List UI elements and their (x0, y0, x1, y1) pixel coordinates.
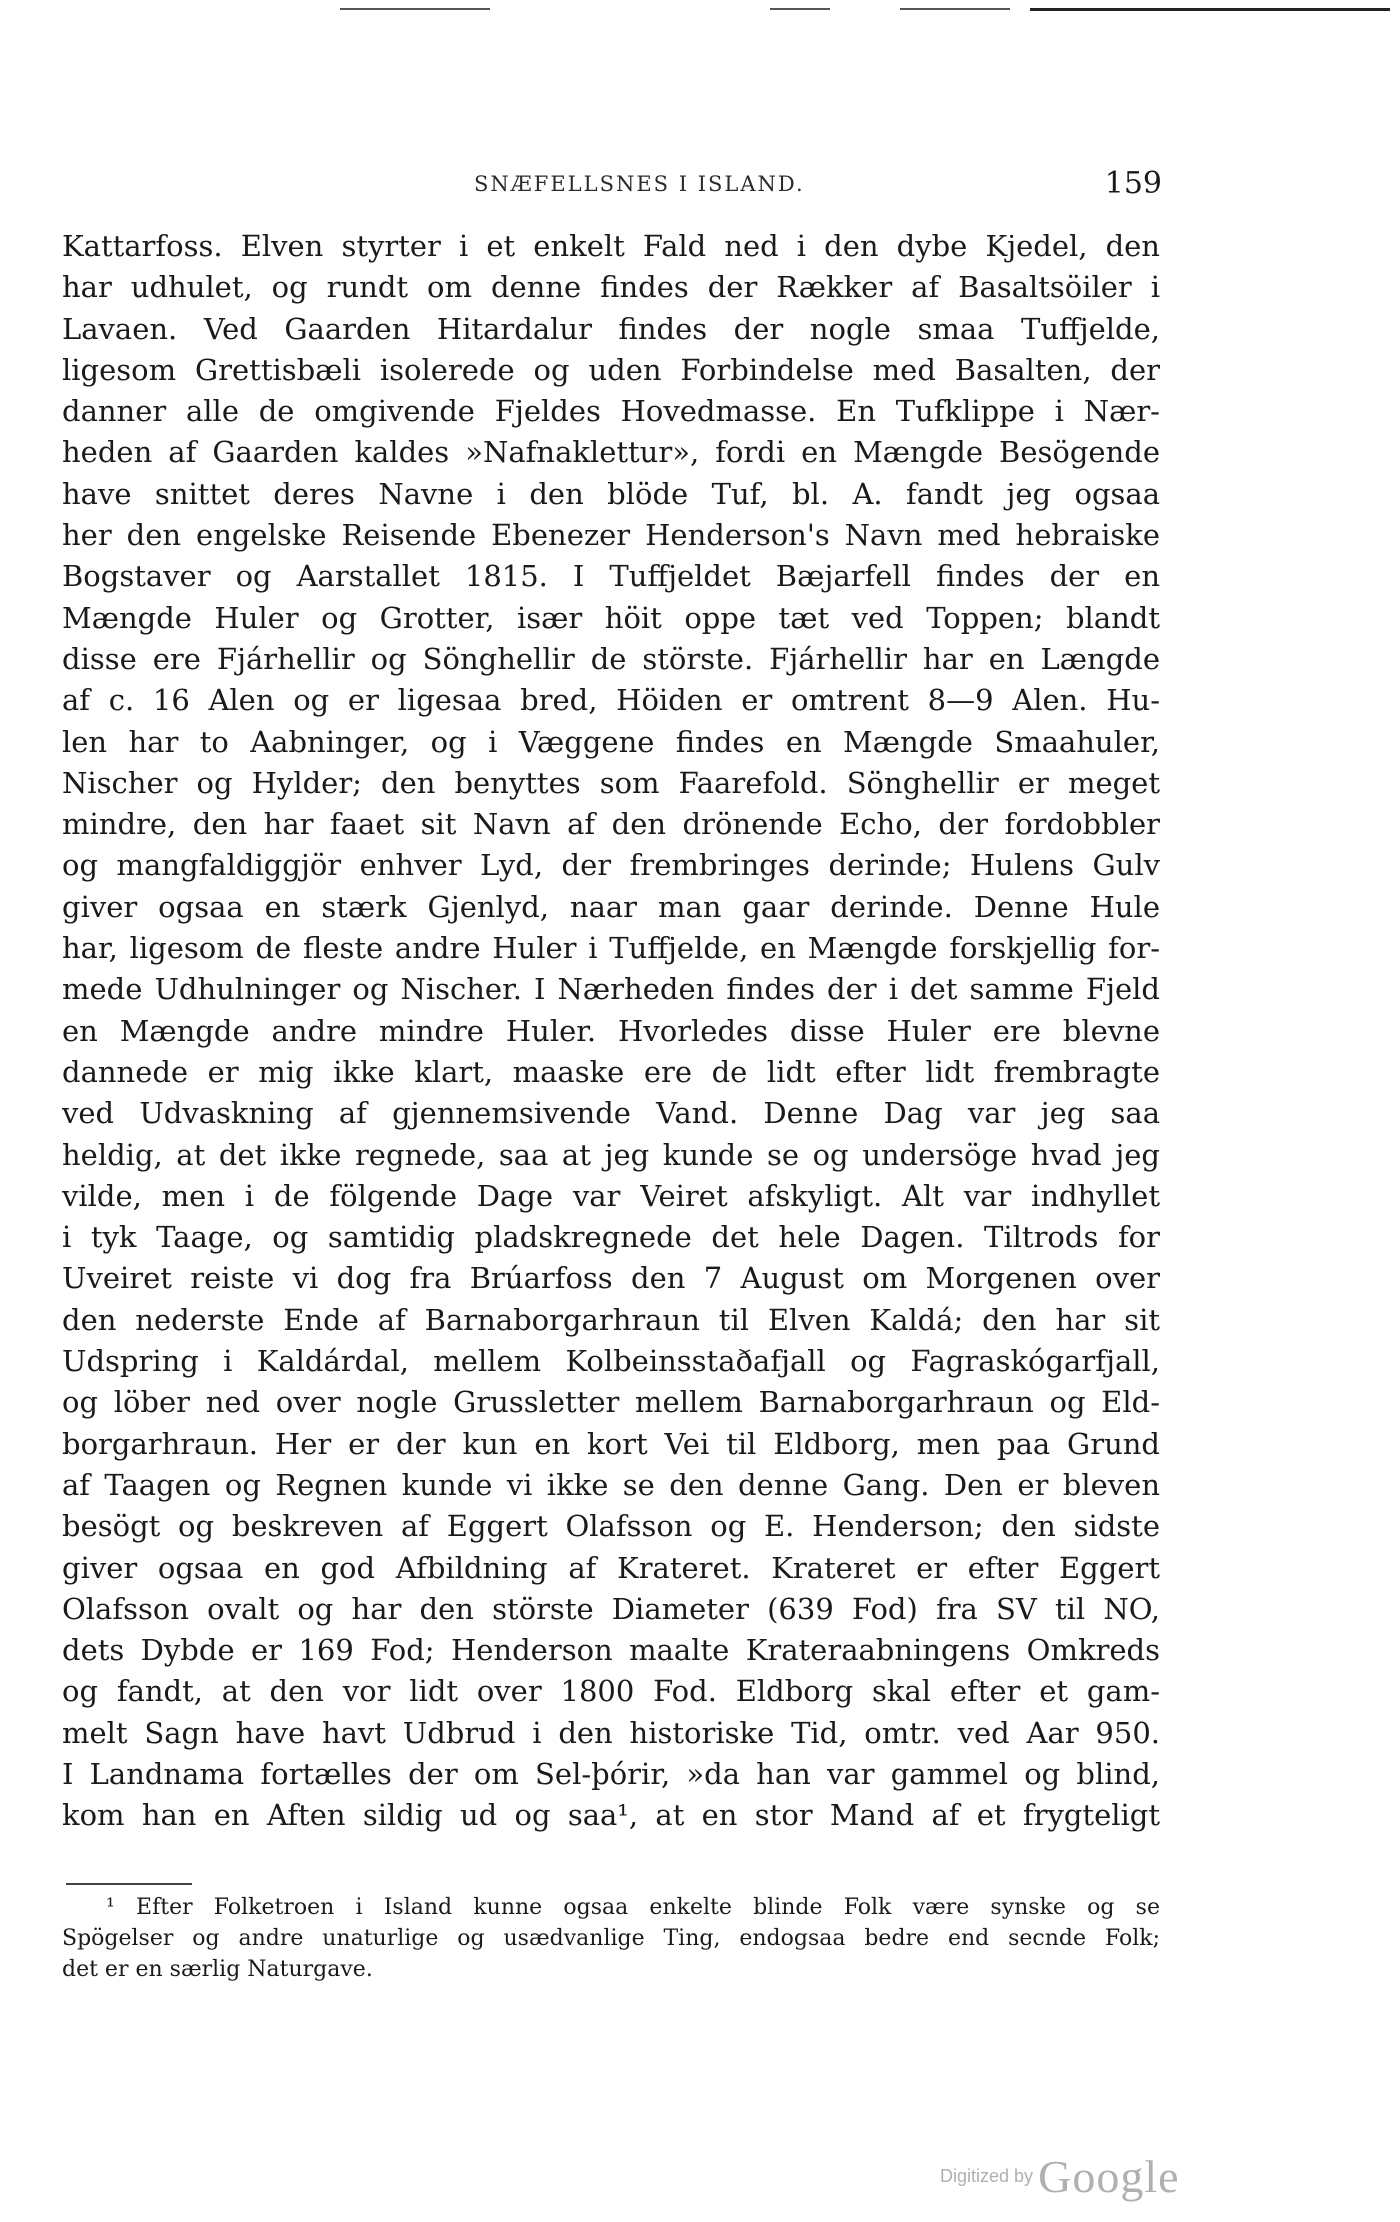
text-line: Mængde Huler og Grotter, især höit oppe tæt ved Toppen; blandt (62, 600, 1160, 635)
text-line: borgarhraun. Her er der kun en kort Vei til Eldborg, men paa Grund (62, 1426, 1160, 1461)
text-line: og mangfaldiggjör enhver Lyd, der frembringes derinde; Hulens Gulv (62, 848, 1160, 883)
scan-top-rule-1 (340, 8, 490, 10)
page-number: 159 (1104, 166, 1162, 201)
text-line: giver ogsaa en stærk Gjenlyd, naar man gaar derinde. Denne Hule (62, 889, 1160, 924)
text-line: danner alle de omgivende Fjeldes Hovedmasse. En Tufklippe i Nær- (62, 394, 1160, 429)
text-line: melt Sagn have havt Udbrud i den historiske Tid, omtr. ved Aar 950. (62, 1715, 1160, 1750)
text-line: den nederste Ende af Barnaborgarhraun til Elven Kaldá; den har sit (62, 1302, 1160, 1337)
text-line: Nischer og Hylder; den benyttes som Faarefold. Sönghellir er meget (62, 765, 1160, 800)
text-line: giver ogsaa en god Afbildning af Krateret. Krateret er efter Eggert (62, 1550, 1160, 1585)
scan-top-rule-4 (1030, 8, 1390, 11)
text-line: heldig, at det ikke regnede, saa at jeg kunde se og undersöge hvad jeg (62, 1137, 1160, 1172)
text-line: Uveiret reiste vi dog fra Brúarfoss den 7 August om Morgenen over (62, 1261, 1160, 1296)
text-line: mindre, den har faaet sit Navn af den drönende Echo, der fordobbler (62, 807, 1160, 842)
text-line: Udspring i Kaldárdal, mellem Kolbeinsstaðafjall og Fagraskógarfjall, (62, 1344, 1160, 1379)
watermark-prefix: Digitized by (940, 2166, 1034, 2186)
text-line: have snittet deres Navne i den blöde Tuf, bl. A. fandt jeg ogsaa (62, 476, 1160, 511)
google-logo: Google (1038, 2151, 1180, 2202)
footnote-line: det er en særlig Naturgave. (62, 1957, 373, 1982)
text-line: af c. 16 Alen og er ligesaa bred, Höiden er omtrent 8—9 Alen. Hu- (62, 683, 1160, 718)
page-header (62, 166, 1162, 202)
scan-top-rule-2 (770, 8, 830, 10)
body-text (62, 226, 1160, 1837)
text-line: len har to Aabninger, og i Væggene findes en Mængde Smaahuler, (62, 724, 1160, 759)
text-line: har, ligesom de fleste andre Huler i Tuffjelde, en Mængde forskjellig for- (62, 931, 1160, 966)
text-line: ligesom Grettisbæli isolerede og uden Forbindelse med Basalten, der (62, 352, 1160, 387)
text-line: i tyk Taage, og samtidig pladskregnede det hele Dagen. Tiltrods for (62, 1220, 1160, 1255)
text-line: I Landnama fortælles der om Sel-þórir, »da han var gammel og blind, (62, 1756, 1160, 1791)
text-line: har udhulet, og rundt om denne findes der Rækker af Basaltsöiler i (62, 270, 1160, 305)
text-line: og löber ned over nogle Grussletter mellem Barnaborgarhraun og Eld- (62, 1385, 1160, 1420)
text-line: mede Udhulninger og Nischer. I Nærheden findes der i det samme Fjeld (62, 972, 1160, 1007)
text-line: og fandt, at den vor lidt over 1800 Fod. Eldborg skal efter et gam- (62, 1674, 1160, 1709)
text-line: dets Dybde er 169 Fod; Henderson maalte Krateraabningens Omkreds (62, 1633, 1160, 1668)
digitized-watermark (940, 2150, 1180, 2200)
text-line: en Mængde andre mindre Huler. Hvorledes disse Huler ere blevne (62, 1013, 1160, 1048)
text-line: vilde, men i de fölgende Dage var Veiret afskyligt. Alt var indhyllet (62, 1178, 1160, 1213)
text-line: Lavaen. Ved Gaarden Hitardalur findes der nogle smaa Tuffjelde, (62, 311, 1160, 346)
text-line: Olafsson ovalt og har den störste Diameter (639 Fod) fra SV til NO, (62, 1591, 1160, 1626)
text-line: disse ere Fjárhellir og Sönghellir de störste. Fjárhellir har en Længde (62, 641, 1160, 676)
footnotes (62, 1892, 1160, 1985)
text-line: ved Udvaskning af gjennemsivende Vand. Denne Dag var jeg saa (62, 1096, 1160, 1131)
footnote-divider (66, 1883, 192, 1885)
running-head: SNÆFELLSNES I ISLAND. (474, 172, 805, 196)
text-line: besögt og beskreven af Eggert Olafsson og E. Henderson; den sidste (62, 1509, 1160, 1544)
text-line: kom han en Aften sildig ud og saa¹, at en stor Mand af et frygteligt (62, 1798, 1160, 1833)
text-line: dannede er mig ikke klart, maaske ere de lidt efter lidt frembragte (62, 1054, 1160, 1089)
footnote-line: Spögelser og andre unaturlige og usædvanlige Ting, endogsaa bedre end secnde Folk; (62, 1926, 1160, 1951)
scan-top-rule-3 (900, 8, 1010, 10)
text-line: af Taagen og Regnen kunde vi ikke se den denne Gang. Den er bleven (62, 1467, 1160, 1502)
footnote-line: ¹ Efter Folketroen i Island kunne ogsaa enkelte blinde Folk være synske og se (106, 1895, 1160, 1920)
text-line: heden af Gaarden kaldes »Nafnaklettur», fordi en Mængde Besögende (62, 435, 1160, 470)
text-line: Bogstaver og Aarstallet 1815. I Tuffjeldet Bæjarfell findes der en (62, 559, 1160, 594)
text-line: her den engelske Reisende Ebenezer Henderson's Navn med hebraiske (62, 518, 1160, 553)
text-line: Kattarfoss. Elven styrter i et enkelt Fald ned i den dybe Kjedel, den (62, 229, 1160, 263)
